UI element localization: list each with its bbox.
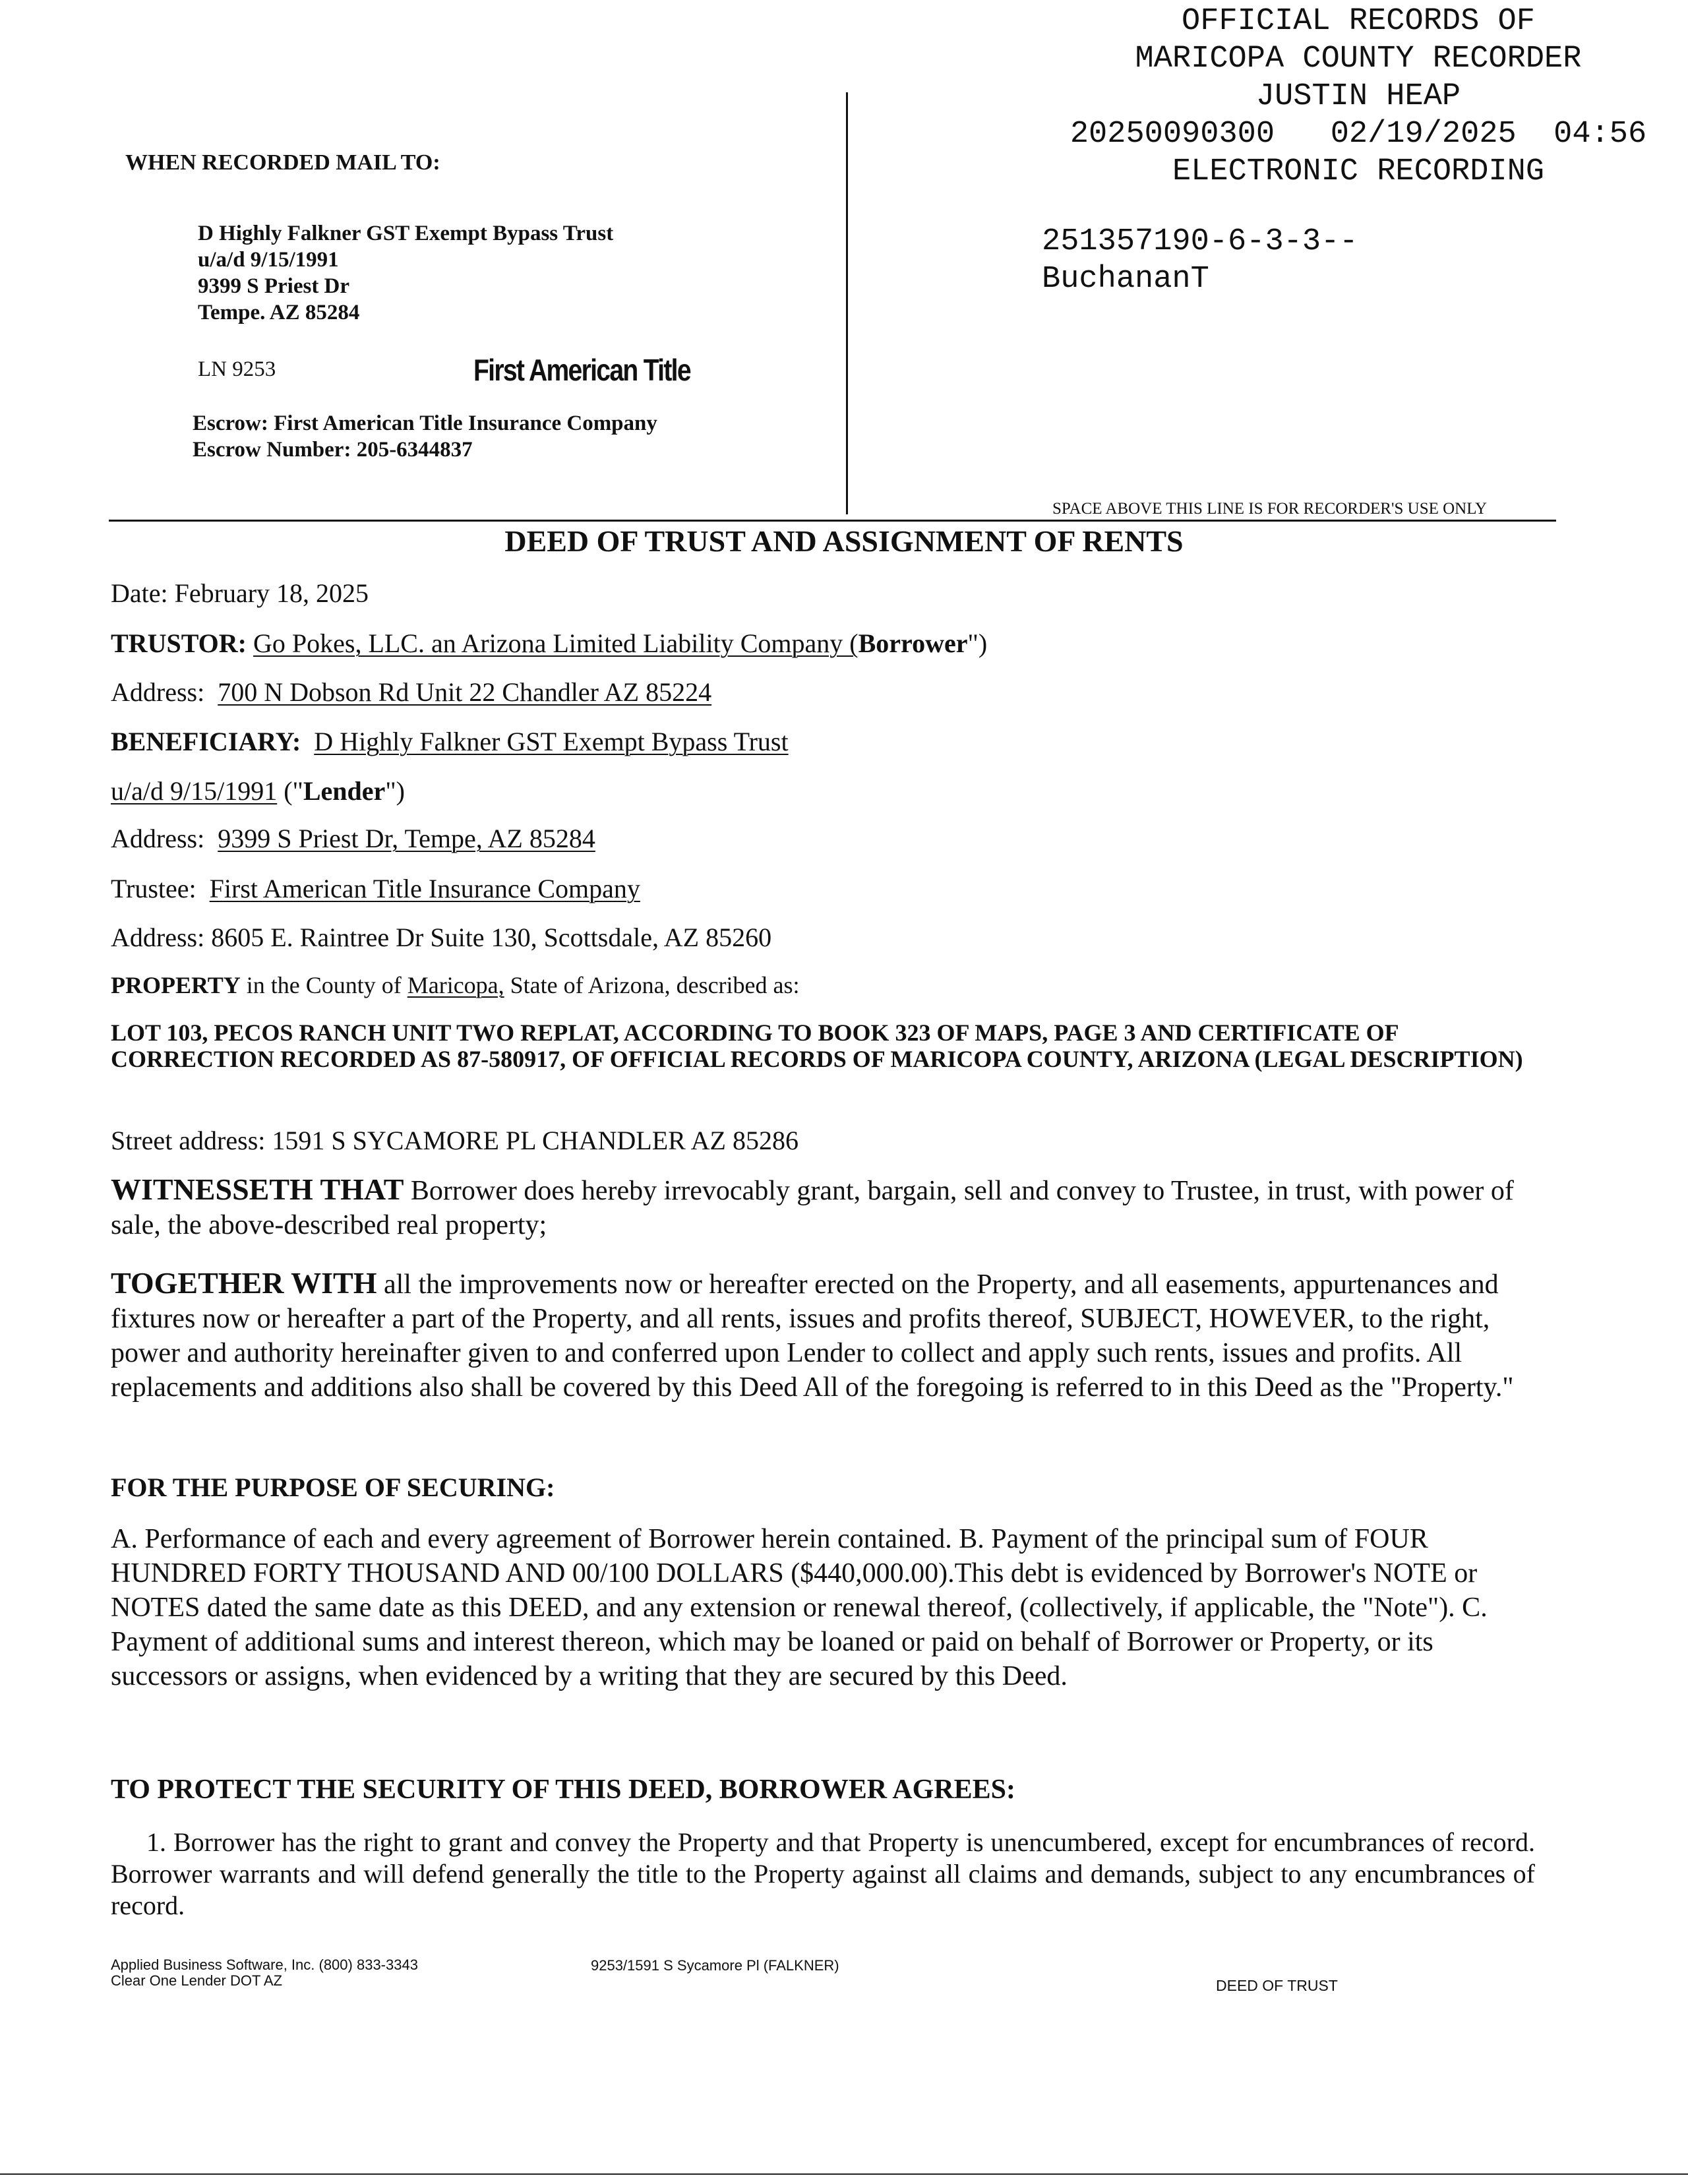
beneficiary-label: BENEFICIARY (111, 727, 292, 756)
recorder-line: MARICOPA COUNTY RECORDER (1135, 42, 1582, 76)
protect-heading: TO PROTECT THE SECURITY OF THIS DEED, BORROWER AGREES: (111, 1774, 1015, 1805)
together-text: all the improvements now or hereafter erected on the Property, and all easements, appurtenances and fixtures now or hereafter a part of the Property, and all rents, issues and profits thereof, SUBJECT, HOWEVER, to the right, power and authority hereinafter given to and conferred upon Lender to collect and apply such rents, issues and profits. All replacements and additions also shall be covered by this Deed All of the foregoing is referred to in this Deed as the "Property." (111, 1269, 1514, 1403)
beneficiary-field: BENEFICIARY: D Highly Falkner GST Exempt Bypass Trust (111, 727, 789, 756)
property-text: in the County of (240, 972, 407, 998)
witnesseth-lead: WITNESSETH THAT (111, 1172, 404, 1206)
recorder-line: JUSTIN HEAP (1255, 79, 1461, 114)
trustor-label: TRUSTOR (111, 628, 238, 658)
purpose-heading: FOR THE PURPOSE OF SECURING: (111, 1472, 555, 1502)
footer-file-ref: 9253/1591 S Sycamore Pl (FALKNER) (591, 1957, 839, 1974)
loan-number: LN 9253 (198, 357, 276, 381)
footer-line: Clear One Lender DOT AZ (111, 1972, 283, 1989)
mail-to-line: D Highly Falkner GST Exempt Bypass Trust (198, 222, 614, 245)
document-title: DEED OF TRUST AND ASSIGNMENT OF RENTS (504, 524, 1184, 558)
footer-doc-type: DEED OF TRUST (1216, 1977, 1338, 1994)
lender-field (111, 775, 405, 807)
bottom-rule (0, 2173, 1688, 2175)
legal-description: LOT 103, PECOS RANCH UNIT TWO REPLAT, ACCORDING TO BOOK 323 OF MAPS, PAGE 3 AND CERTIFICATE OF CORRECTION RECORDED AS 87-580917, OF OFFICIAL RECORDS OF MARICOPA COUNTY, ARIZONA (LEGAL DESCRIPTION) (111, 1019, 1523, 1072)
mail-to-line: Tempe. AZ 85284 (198, 301, 360, 324)
beneficiary-address: 9399 S Priest Dr, Tempe, AZ 85284 (218, 824, 595, 853)
recording-number: 20250090300 02/19/2025 04:56 (1070, 117, 1647, 152)
witnesseth-paragraph (111, 1172, 1555, 1242)
escrow-company: Escrow: First American Title Insurance Company (193, 411, 657, 435)
beneficiary-address-label: Address: (111, 824, 205, 853)
footer-line: Applied Business Software, Inc. (800) 833-3343 (111, 1957, 418, 1973)
property-label: PROPERTY (111, 972, 241, 998)
recorder-space-note: SPACE ABOVE THIS LINE IS FOR RECORDER'S USE ONLY (1052, 500, 1488, 518)
witnesseth-text: Borrower does hereby irrevocably grant, bargain, sell and convey to Trustee, in trust, with power of sale, the above-described real property; (111, 1176, 1514, 1240)
trustee-field (111, 873, 640, 905)
trustee-address: Address: 8605 E. Raintree Dr Suite 130, Scottsdale, AZ 85260 (111, 923, 772, 952)
mail-to-line: u/a/d 9/15/1991 (198, 248, 339, 272)
beneficiary-value-2: u/a/d 9/15/1991 (111, 776, 278, 806)
trustor-address-field (111, 677, 711, 708)
trustor-tail: ") (967, 628, 988, 658)
recorder-line: ELECTRONIC RECORDING (1172, 154, 1545, 189)
street-address: Street address: 1591 S SYCAMORE PL CHANDLER AZ 85286 (111, 1126, 799, 1155)
recorder-space-rule (109, 520, 1556, 522)
lender-open: (" (277, 776, 303, 806)
escrow-info (193, 410, 657, 463)
together-with-paragraph (111, 1266, 1555, 1405)
trustee-value: First American Title Insurance Company (209, 874, 640, 903)
covenant-item-1: 1. Borrower has the right to grant and convey the Property and that Property is unencumbered, except for encumbrances of record. Borrower warrants and will defend generally the title to the Property against all claims and demands, subject to any encumbrances of record. (111, 1827, 1535, 1920)
escrow-number: Escrow Number: 205-6344837 (193, 438, 473, 462)
property-county: Maricopa, (407, 972, 504, 998)
mail-to-label: WHEN RECORDED MAIL TO: (125, 150, 440, 175)
trustor-address: 700 N Dobson Rd Unit 22 Chandler AZ 85224 (218, 677, 712, 707)
mail-to-line: 9399 S Priest Dr (198, 274, 350, 298)
document-reference (1042, 223, 1358, 298)
trustor-value: Go Pokes, LLC. an Arizona Limited Liability Company ( (253, 628, 859, 658)
beneficiary-address-field (111, 823, 595, 855)
trustor-address-label: Address: (111, 677, 205, 707)
recorder-line: OFFICIAL RECORDS OF (1182, 4, 1535, 39)
property-field (111, 969, 800, 1001)
document-id: 251357190-6-3-3-- (1042, 224, 1358, 259)
property-text: State of Arizona, described as: (504, 972, 800, 998)
beneficiary-value: D Highly Falkner GST Exempt Bypass Trust (314, 727, 789, 756)
vertical-divider (846, 92, 848, 514)
recorder-clerk: BuchananT (1042, 262, 1209, 297)
together-lead: TOGETHER WITH (111, 1266, 377, 1300)
footer-software (111, 1957, 418, 1989)
purpose-paragraph: A. Performance of each and every agreement of Borrower herein contained. B. Payment of the principal sum of FOUR HUNDRED FORTY THOUSAND AND 00/100 DOLLARS ($440,000.00).This debt is evidenced by Borrower's NOTE or NOTES dated the same date as this DEED, and any extension or renewal thereof, (collectively, if applicable, the "Note"). C. Payment of additional sums and interest thereon, which may be loaned or paid on behalf of Borrower or Property, or its successors or assigns, when evidenced by a writing that they are secured by this Deed. (111, 1524, 1488, 1691)
mail-to-address (198, 220, 613, 326)
deed-date: Date: February 18, 2025 (111, 578, 369, 608)
trustee-label: Trustee: (111, 874, 196, 903)
recorder-stamp (989, 3, 1688, 191)
borrower-role: Borrower (858, 628, 968, 658)
lender-role: Lender (303, 776, 386, 806)
trustor-field: TRUSTOR: Go Pokes, LLC. an Arizona Limited Liability Company (Borrower") (111, 628, 988, 658)
lender-close: ") (385, 776, 405, 806)
first-american-title-logo: First American Title (473, 353, 690, 387)
